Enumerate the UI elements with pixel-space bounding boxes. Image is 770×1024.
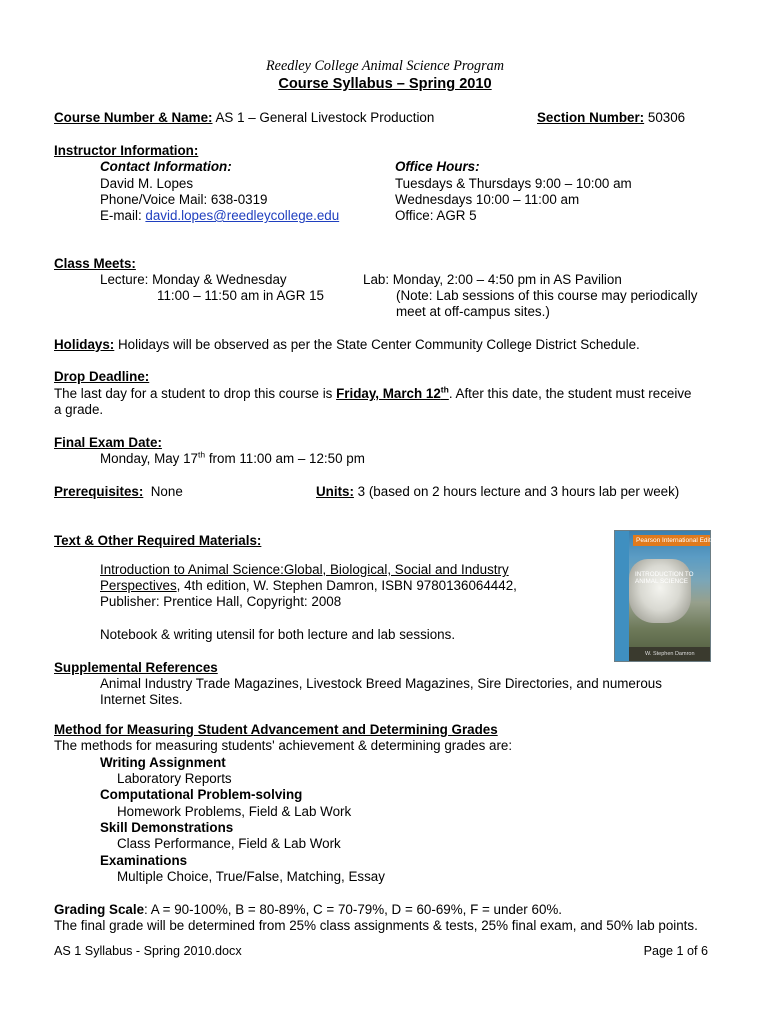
notebook-requirement: Notebook & writing utensil for both lecture and lab sessions. <box>100 627 456 642</box>
method-heading: Method for Measuring Student Advancement and Determining Grades <box>54 722 498 737</box>
prereq-line <box>54 484 183 500</box>
footer-filename: AS 1 Syllabus - Spring 2010.docx <box>54 944 242 958</box>
drop-date-text: Friday, March 12 <box>336 386 441 401</box>
section-label: Section Number: <box>537 110 645 125</box>
units-label: Units: <box>316 484 354 499</box>
method-item-detail: Multiple Choice, True/False, Matching, Essay <box>117 869 385 884</box>
cow-photo <box>629 559 691 623</box>
instructor-heading: Instructor Information: <box>54 143 199 158</box>
email-link[interactable]: david.lopes@reedleycollege.edu <box>145 208 340 223</box>
method-item-title: Computational Problem-solving <box>100 787 303 802</box>
final-exam-date <box>100 451 365 467</box>
cover-banner <box>633 535 720 546</box>
cover-stripe <box>615 531 629 661</box>
drop-date <box>336 386 449 401</box>
cover-title: INTRODUCTION TO ANIMAL SCIENCE <box>635 571 694 585</box>
holidays-line <box>54 337 640 353</box>
drop-text-post: . After this date, the student must receive <box>448 386 692 401</box>
office-hours-line1: Tuesdays & Thursdays 9:00 – 10:00 am <box>395 176 632 191</box>
textbook-line2 <box>100 578 517 594</box>
supplemental-line1: Animal Industry Trade Magazines, Livestock Breed Magazines, Sire Directories, and numerous <box>100 676 662 691</box>
supplemental-line2: Internet Sites. <box>100 692 183 707</box>
textbook-publisher: Publisher: Prentice Hall, Copyright: 2008 <box>100 594 342 609</box>
method-item-detail: Laboratory Reports <box>117 771 232 786</box>
lab-line3: meet at off-campus sites.) <box>396 304 550 319</box>
instructor-name: David M. Lopes <box>100 176 194 191</box>
final-exam-heading: Final Exam Date: <box>54 435 162 450</box>
final-exam-sup: th <box>198 449 206 460</box>
office-hours-heading: Office Hours: <box>395 159 480 174</box>
drop-heading: Drop Deadline: <box>54 369 150 384</box>
section-line <box>537 110 685 126</box>
lab-line2: (Note: Lab sessions of this course may periodically <box>396 288 698 303</box>
units-value: 3 (based on 2 hours lecture and 3 hours lab per week) <box>357 484 680 499</box>
drop-text-line2: a grade. <box>54 402 104 417</box>
course-value: AS 1 – General Livestock Production <box>215 110 435 125</box>
lab-line1: Lab: Monday, 2:00 – 4:50 pm in AS Pavilion <box>363 272 622 287</box>
textbook-title-line2: Perspectives <box>100 578 177 593</box>
section-value: 50306 <box>647 110 686 125</box>
cover-banner-text: Pearson International Edition <box>636 537 720 544</box>
textbook-edition: , 4th edition, W. Stephen Damron, ISBN 9780136064442, <box>176 578 517 593</box>
class-meets-heading: Class Meets: <box>54 256 136 271</box>
instructor-email-line <box>100 208 339 224</box>
supplemental-heading: Supplemental References <box>54 660 218 675</box>
units-line <box>316 484 679 500</box>
contact-heading: Contact Information: <box>100 159 232 174</box>
drop-date-sup: th <box>440 384 449 395</box>
footer-page-number: Page 1 of 6 <box>643 944 708 958</box>
prereq-label: Prerequisites: <box>54 484 144 499</box>
lecture-line2: 11:00 – 11:50 am in AGR 15 <box>157 288 324 303</box>
course-line <box>54 110 434 126</box>
cover-footer <box>629 647 710 661</box>
method-intro: The methods for measuring students' achievement & determining grades are: <box>54 738 513 753</box>
materials-heading: Text & Other Required Materials: <box>54 533 262 548</box>
holidays-text: Holidays will be observed as per the State Center Community College District Schedule. <box>118 337 640 352</box>
drop-text <box>54 386 691 402</box>
grading-scale-values: : A = 90-100%, B = 80-89%, C = 70-79%, D = 60-69%, F = under 60%. <box>144 902 563 917</box>
page-title: Course Syllabus – Spring 2010 <box>278 76 492 92</box>
office-hours-line2: Wednesdays 10:00 – 11:00 am <box>395 192 580 207</box>
method-item-title: Examinations <box>100 853 188 868</box>
prereq-value: None <box>150 484 183 499</box>
textbook-cover-image <box>614 530 720 662</box>
method-item-detail: Homework Problems, Field & Lab Work <box>117 804 352 819</box>
grading-scale-label: Grading Scale <box>54 902 145 917</box>
final-exam-pre: Monday, May 17 <box>100 451 198 466</box>
email-label: E-mail: <box>100 208 142 223</box>
office-location: Office: AGR 5 <box>395 208 477 223</box>
holidays-label: Holidays: <box>54 337 115 352</box>
cover-author: W. Stephen Damron <box>645 651 695 657</box>
final-exam-post: from 11:00 am – 12:50 pm <box>205 451 365 466</box>
drop-text-pre: The last day for a student to drop this course is <box>54 386 337 401</box>
course-label: Course Number & Name: <box>54 110 213 125</box>
grading-scale-line <box>54 902 562 918</box>
program-name: Reedley College Animal Science Program <box>266 58 504 74</box>
lecture-line1: Lecture: Monday & Wednesday <box>100 272 287 287</box>
textbook-title-line1: Introduction to Animal Science:Global, Biological, Social and Industry <box>100 562 509 577</box>
method-item-detail: Class Performance, Field & Lab Work <box>117 836 341 851</box>
method-item-title: Writing Assignment <box>100 755 226 770</box>
method-item-title: Skill Demonstrations <box>100 820 234 835</box>
instructor-phone: Phone/Voice Mail: 638-0319 <box>100 192 268 207</box>
grading-breakdown: The final grade will be determined from 25% class assignments & tests, 25% final exam, and 50% lab points. <box>54 918 698 933</box>
